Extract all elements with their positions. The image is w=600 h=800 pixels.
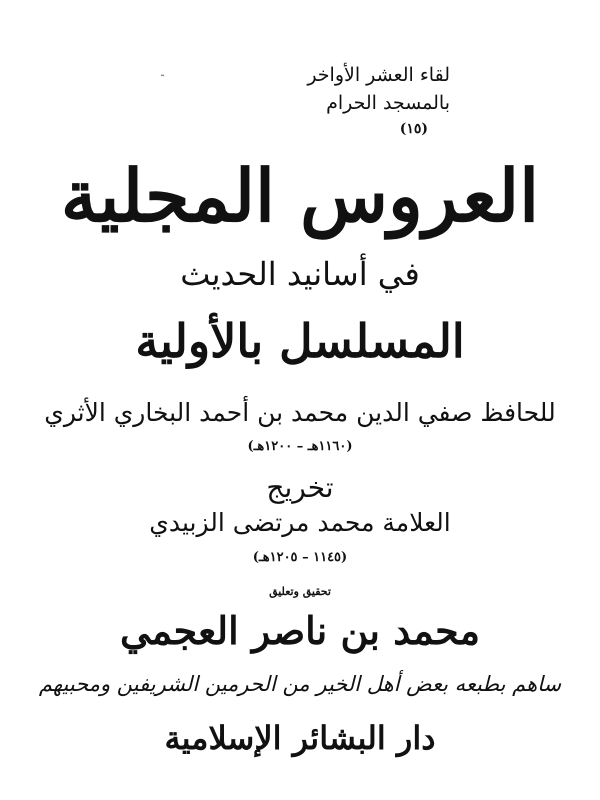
takhrij-dates: (١١٤٥ – ١٢٠٥هـ) — [252, 550, 348, 565]
publisher-name: دار البشائر الإسلامية — [164, 719, 436, 757]
takhrij-name: العلامة محمد مرتضى الزبيدي — [149, 508, 451, 537]
book-subtitle: في أسانيد الحديث — [180, 255, 420, 293]
author-dates: (١١٦٠هـ – ١٢٠٠هـ) — [247, 439, 353, 454]
takhrij-label: تخريج — [266, 471, 334, 504]
author-name: للحافظ صفي الدين محمد بن أحمد البخاري الأثري — [44, 398, 556, 427]
series-line-2: بالمسجد الحرام — [326, 92, 450, 114]
editor-label: تحقيق وتعليق — [269, 585, 331, 598]
stray-mark: ˷ — [160, 66, 165, 77]
book-subtitle-2: المسلسل بالأولية — [135, 314, 465, 368]
series-line-1: لقاء العشر الأواخر — [307, 64, 450, 86]
editor-name: محمد بن ناصر العجمي — [119, 608, 481, 653]
book-title: العروس المجلية — [60, 153, 540, 238]
sponsor-note: ساهم بطبعه بعض أهل الخير من الحرمين الشريفين ومحبيهم — [38, 672, 562, 696]
series-number: (١٥) — [399, 121, 428, 137]
